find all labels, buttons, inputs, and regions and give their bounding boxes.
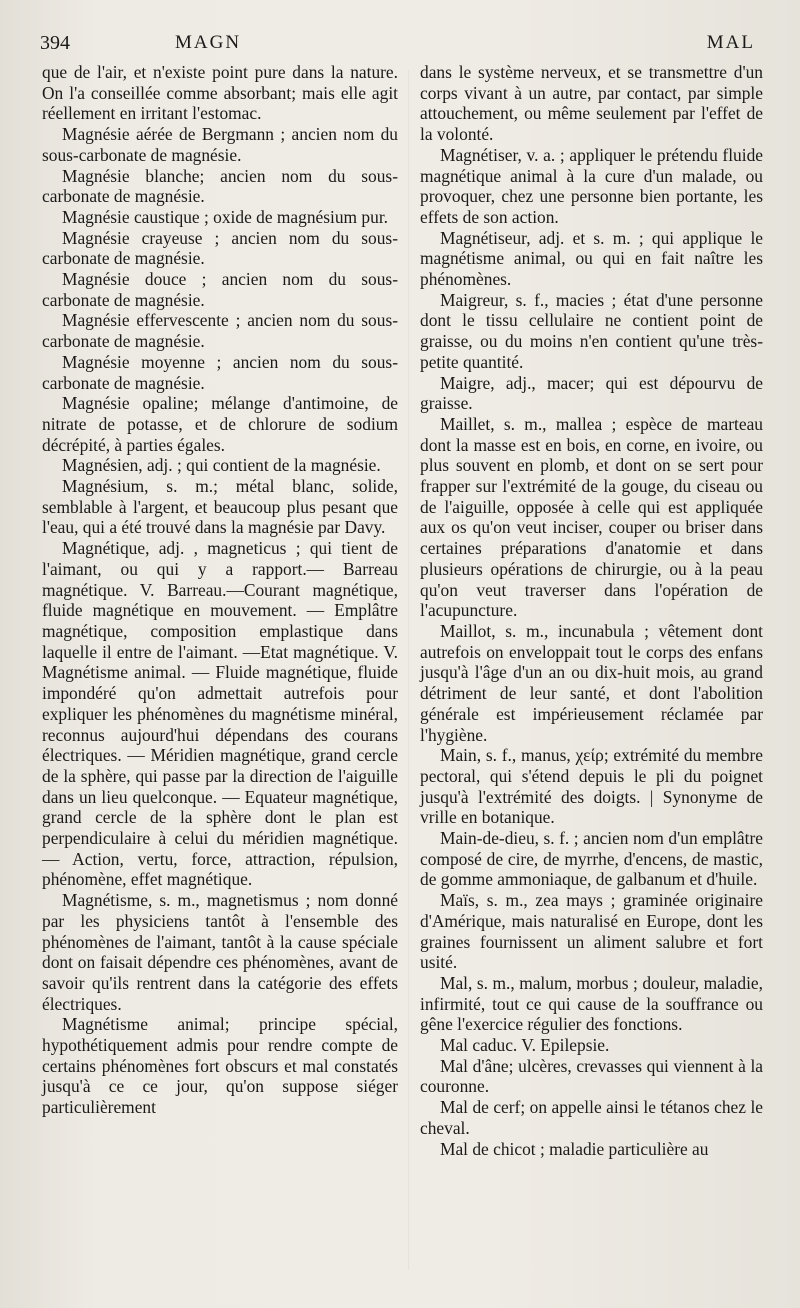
- entry-paragraph: Main-de-dieu, s. f. ; ancien nom d'un emplâtre composé de cire, de myrrhe, d'encens, de mastic, de gomme ammoniaque, de galbanum et d'huile.: [420, 828, 763, 890]
- entry-paragraph: Magnésie effervescente ; ancien nom du sous-carbonate de magnésie.: [42, 310, 398, 352]
- entry-paragraph: Maillet, s. m., mallea ; espèce de marteau dont la masse est en bois, en corne, en ivoire, ou plus souvent en plomb, et dont on se sert pour frapper sur l'extrémité de la gouge, du ciseau ou de l'aiguille, opposée à celle qui est appliquée aux os qu'on veut inciser, couper ou briser dans certaines préparations d'anatomie et dans plusieurs opérations de chirurgie, ou à la peau qu'on veut traverser dans l'opération de l'acupuncture.: [420, 413, 763, 621]
- column-gutter: [408, 70, 409, 1270]
- entry-paragraph: Magnétiser, v. a. ; appliquer le prétendu fluide magnétique animal à la cure d'un malade, ou provoquer, chez une personne bien portante, les effets de son action.: [420, 144, 763, 227]
- entry-paragraph: Maillot, s. m., incunabula ; vêtement dont autrefois on enveloppait tout le corps des enfans jusqu'à l'âge d'un an ou dix-huit mois, au grand détriment de leur santé, et dont l'abolition générale est impérieusement réclamée par l'hygiène.: [420, 620, 763, 745]
- entry-paragraph: dans le système nerveux, et se transmettre d'un corps vivant à un autre, par contact, par simple attouchement, ou même seulement par l'effet de la volonté.: [420, 62, 763, 145]
- entry-paragraph: Main, s. f., manus, χείρ; extrémité du membre pectoral, qui s'étend depuis le pli du poignet jusqu'à l'extrémité des doigts. | Synonyme de vrille en botanique.: [420, 745, 763, 828]
- entry-paragraph: Maïs, s. m., zea mays ; graminée originaire d'Amérique, mais naturalisé en Europe, dont les graines fournissent un aliment salubre et fort usité.: [420, 890, 763, 973]
- entry-paragraph: Mal, s. m., malum, morbus ; douleur, maladie, infirmité, tout ce qui cause de la souffrance ou gêne l'exercice régulier des fonctions.: [420, 972, 763, 1035]
- entry-paragraph: Magnétisme animal; principe spécial, hypothétiquement admis pour rendre compte de certains phénomènes fort obscurs et mal constatés jusqu'à ce ce jour, qu'on suppose siéger particulièrement: [42, 1014, 398, 1118]
- left-column: [42, 62, 398, 1118]
- right-running-title: MAL: [706, 32, 755, 53]
- entry-paragraph: Mal de chicot ; maladie particulière au: [440, 1138, 709, 1159]
- entry-paragraph: Magnétisme, s. m., magnetismus ; nom donné par les physiciens tantôt à l'ensemble des phénomènes de l'aimant, tantôt à la cause spéciale dont on faisait dépendre ces phénomènes, avant de savoir qu'ils rentrent dans la catégorie des effets électriques.: [42, 890, 398, 1014]
- right-column: [420, 62, 763, 1159]
- entry-paragraph: Magnésie blanche; ancien nom du sous-carbonate de magnésie.: [42, 165, 398, 207]
- entry-paragraph: Magnésium, s. m.; métal blanc, solide, semblable à l'argent, et beaucoup plus pesant que l'eau, qui a été trouvé dans la magnésie par Davy.: [42, 476, 398, 538]
- entry-paragraph: Mal de cerf; on appelle ainsi le tétanos chez le cheval.: [420, 1097, 763, 1138]
- entry-paragraph: Magnésie douce ; ancien nom du sous-carbonate de magnésie.: [42, 269, 398, 310]
- page-number: 394: [40, 32, 70, 54]
- left-running-title: MAGN: [175, 32, 242, 53]
- entry-paragraph: Mal d'âne; ulcères, crevasses qui viennent à la couronne.: [420, 1055, 763, 1097]
- entry-paragraph: Magnésie caustique ; oxide de magnésium pur.: [62, 206, 388, 227]
- running-header: [40, 30, 755, 60]
- entry-paragraph: Magnésie moyenne ; ancien nom du sous-carbonate de magnésie.: [42, 351, 398, 393]
- entry-paragraph: Maigreur, s. f., macies ; état d'une personne dont le tissu cellulaire ne contient point de graisse, ou du moins n'en contient qu'une très-petite quantité.: [420, 289, 763, 372]
- entry-paragraph: Magnétiseur, adj. et s. m. ; qui applique le magnétisme animal, ou qui en fait naître les phénomènes.: [420, 227, 763, 290]
- entry-paragraph: Magnésien, adj. ; qui contient de la magnésie.: [62, 455, 381, 476]
- entry-paragraph: Magnésie opaline; mélange d'antimoine, de nitrate de potasse, et de chlorure de sodium décrépité, à parties égales.: [42, 393, 398, 455]
- entry-paragraph: Magnésie crayeuse ; ancien nom du sous-carbonate de magnésie.: [42, 227, 398, 269]
- entry-paragraph: Magnétique, adj. , magneticus ; qui tient de l'aimant, ou qui y a rapport.— Barreau magnétique. V. Barreau.—Courant magnétique, fluide magnétique en mouvement. — Emplâtre magnétique, composition emplastique dans laquelle il entre de l'aimant. —Etat magnétique. V. Magnétisme animal. — Fluide magnétique, fluide impondéré qu'on admettait autrefois pour expliquer les phénomènes du magnétisme minéral, reconnus aujourd'hui dépendans des courans électriques. — Méridien magnétique, grand cercle de la sphère, qui passe par la direction de l'aiguille dans un lieu quelconque. — Equateur magnétique, grand cercle de la sphère dont le plan est perpendiculaire à celui du méridien magnétique. — Action, vertu, force, attraction, répulsion, phénomène, effet magnétique.: [42, 538, 398, 890]
- entry-paragraph: Mal caduc. V. Epilepsie.: [440, 1035, 610, 1056]
- entry-paragraph: Magnésie aérée de Bergmann ; ancien nom du sous-carbonate de magnésie.: [42, 124, 398, 165]
- entry-paragraph: Maigre, adj., macer; qui est dépourvu de graisse.: [420, 372, 763, 414]
- entry-paragraph: que de l'air, et n'existe point pure dans la nature. On l'a conseillée comme absorbant; mais elle agit réellement en irritant l'estomac.: [42, 62, 398, 124]
